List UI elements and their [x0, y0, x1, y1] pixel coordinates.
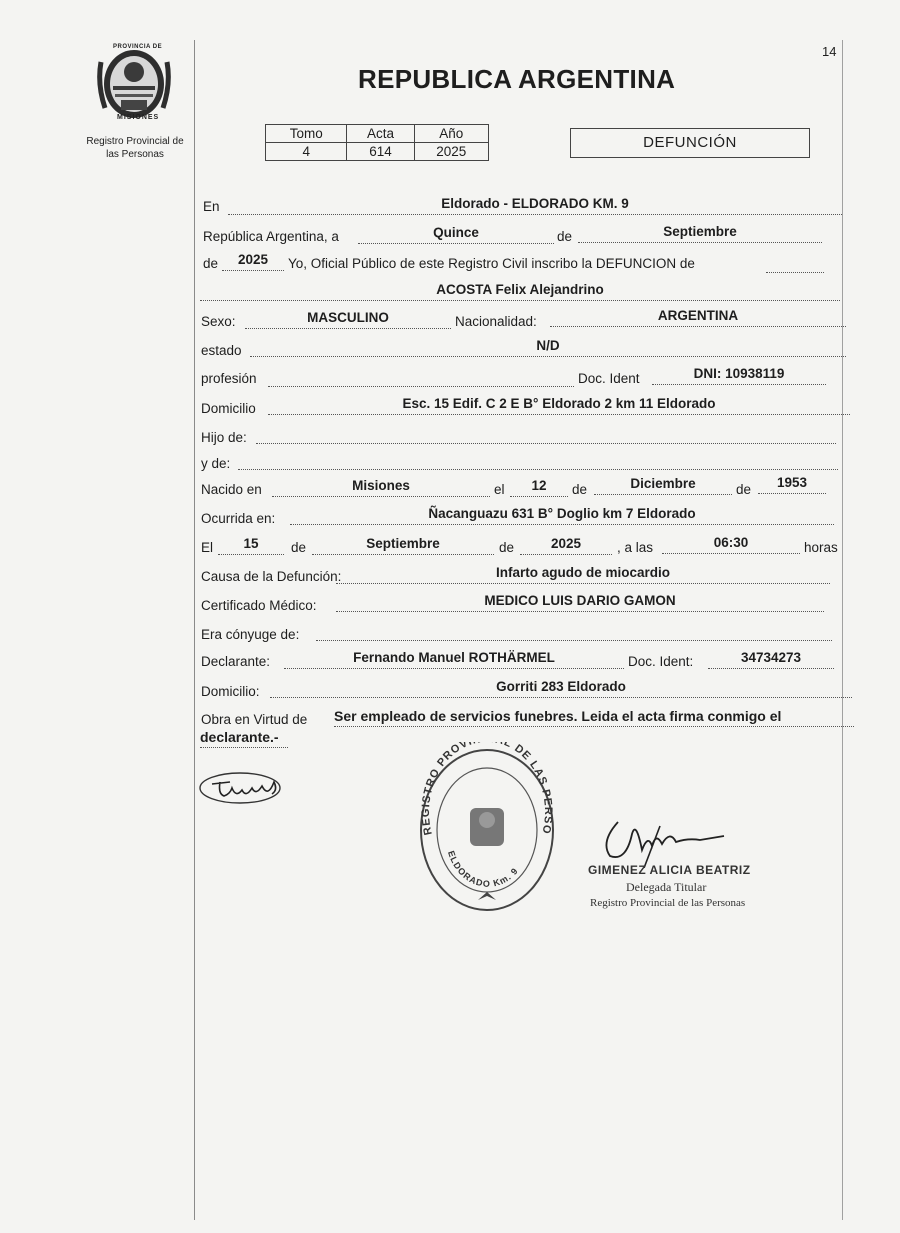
label-de-2: de — [203, 256, 219, 271]
label-y-de: y de: — [201, 456, 231, 471]
trailing-blank — [766, 254, 824, 273]
declarant-doc-field: 34734273 — [708, 650, 834, 669]
seal-inner-text: ELDORADO Km. 9 — [445, 849, 521, 889]
right-margin-line — [842, 40, 843, 1220]
year-field: 2025 — [222, 252, 284, 271]
declarant-address-field: Gorriti 283 Eldorado — [270, 679, 852, 698]
official-seal — [412, 742, 562, 912]
cause-field: Infarto agudo de miocardio — [336, 565, 830, 584]
day-text-field: Quince — [358, 225, 554, 244]
death-day-field: 15 — [218, 536, 284, 555]
label-doc-ident: Doc. Ident — [578, 371, 640, 386]
officer-name: GIMENEZ ALICIA BEATRIZ — [588, 863, 751, 877]
birth-day-field: 12 — [510, 478, 568, 497]
officer-signature — [596, 812, 726, 868]
death-time-field: 06:30 — [662, 535, 800, 554]
label-profesion: profesión — [201, 371, 257, 386]
certificate-field: MEDICO LUIS DARIO GAMON — [336, 593, 824, 612]
label-conyuge: Era cónyuge de: — [201, 627, 300, 642]
document-title: REPUBLICA ARGENTINA — [358, 64, 676, 94]
declarant-signature — [196, 768, 288, 808]
register-header-row — [266, 125, 489, 143]
death-month-field: Septiembre — [312, 536, 494, 555]
label-hijo-de: Hijo de: — [201, 430, 247, 445]
spouse-field — [316, 622, 832, 641]
register-value-ano: 2025 — [414, 143, 488, 161]
declarant-field: Fernando Manuel ROTHÄRMEL — [284, 650, 624, 669]
sex-field: MASCULINO — [245, 310, 451, 329]
occurred-at-field: Ñacanguazu 631 B° Doglio km 7 Eldorado — [290, 506, 834, 525]
label-el-2: El — [201, 540, 214, 555]
register-value-acta: 614 — [347, 143, 414, 161]
label-domicilio: Domicilio — [201, 401, 256, 416]
label-causa: Causa de la Defunción: — [201, 569, 342, 584]
label-republica: República Argentina, a — [203, 229, 339, 244]
page-number: 14 — [822, 44, 837, 59]
label-el-1: el — [494, 482, 505, 497]
register-header-acta: Acta — [347, 125, 414, 143]
label-obra: Obra en Virtud de — [201, 712, 308, 727]
logo-text-top: PROVINCIA DE — [113, 44, 163, 50]
label-nacido-en: Nacido en — [201, 482, 262, 497]
label-domicilio-2: Domicilio: — [201, 684, 260, 699]
label-de-4: de — [736, 482, 752, 497]
officer-office: Registro Provincial de las Personas — [590, 897, 746, 909]
birth-month-field: Diciembre — [594, 476, 732, 495]
register-header-tomo: Tomo — [266, 125, 347, 143]
label-de-3: de — [572, 482, 588, 497]
label-de-6: de — [499, 540, 515, 555]
mother-field — [238, 451, 838, 470]
register-value-tomo: 4 — [266, 143, 347, 161]
logo-text-bottom: MISIONES — [117, 114, 160, 121]
obra-line2-field: declarante.- — [200, 729, 288, 748]
label-nacionalidad: Nacionalidad: — [455, 314, 537, 329]
label-en: En — [203, 199, 220, 214]
address-field: Esc. 15 Edif. C 2 E B° Eldorado 2 km 11 Eldorado — [268, 396, 850, 415]
civil-status-field: N/D — [250, 338, 846, 357]
act-type-box: DEFUNCIÓN — [570, 128, 810, 158]
death-year-field: 2025 — [520, 536, 612, 555]
svg-text:ELDORADO Km. 9 — [446, 849, 520, 888]
label-de-5: de — [291, 540, 307, 555]
label-ocurrida-en: Ocurrida en: — [201, 511, 276, 526]
label-estado: estado — [201, 343, 242, 358]
obra-line1-field: Ser empleado de servicios funebres. Leida el acta firma conmigo el — [334, 708, 854, 727]
father-field — [256, 425, 836, 444]
place-field: Eldorado - ELDORADO KM. 9 — [228, 196, 842, 215]
label-sexo: Sexo: — [201, 314, 236, 329]
label-yo-oficial: Yo, Oficial Público de este Registro Civil inscribo la DEFUNCION de — [288, 256, 695, 271]
officer-role: Delegada Titular — [626, 880, 707, 894]
deceased-name-field: ACOSTA Felix Alejandrino — [200, 282, 840, 301]
label-de-1: de — [557, 229, 573, 244]
label-doc-ident-2: Doc. Ident: — [628, 654, 694, 669]
profession-field — [268, 368, 574, 387]
register-table — [265, 124, 489, 161]
register-value-row — [266, 143, 489, 161]
label-certificado: Certificado Médico: — [201, 598, 317, 613]
office-name-line1: Registro Provincial de — [86, 136, 184, 147]
province-logo — [95, 42, 173, 126]
nationality-field: ARGENTINA — [550, 308, 846, 327]
birth-place-field: Misiones — [272, 478, 490, 497]
left-margin-line — [194, 40, 195, 1220]
label-declarante: Declarante: — [201, 654, 271, 669]
register-header-ano: Año — [414, 125, 488, 143]
dni-field: DNI: 10938119 — [652, 366, 826, 385]
label-horas: horas — [804, 540, 838, 555]
office-name-line2: las Personas — [106, 149, 164, 160]
birth-year-field: 1953 — [758, 475, 826, 494]
seal-outer-text: REGISTRO PROV L DE LAS PERSO — [419, 742, 555, 837]
label-a-las: , a las — [617, 540, 654, 555]
month-field: Septiembre — [578, 224, 822, 243]
